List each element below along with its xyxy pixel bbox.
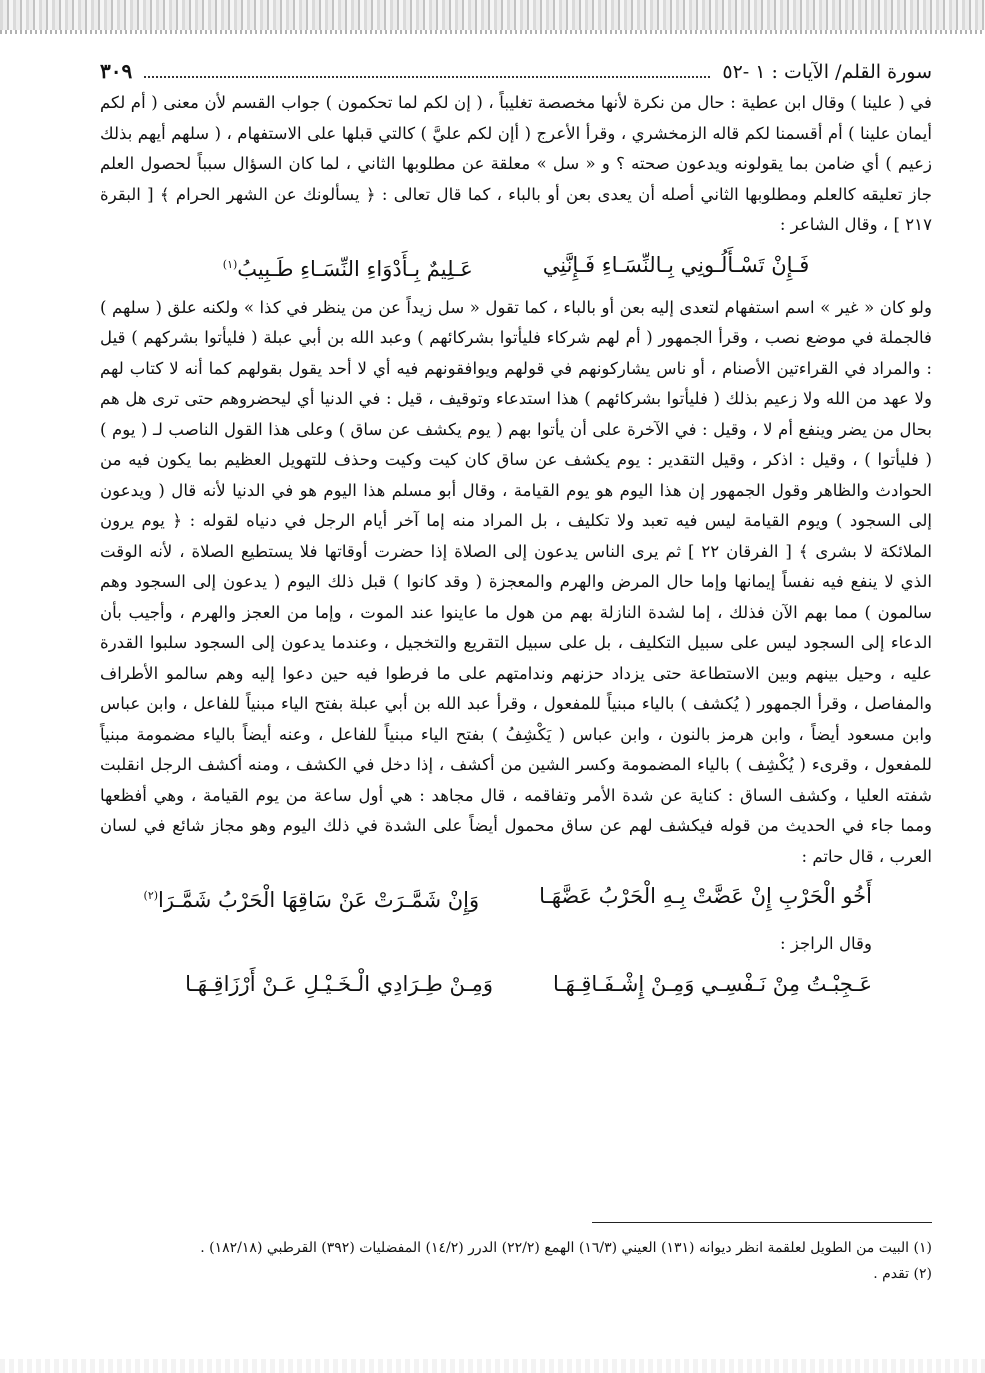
scan-bottom-edge [0,1359,985,1373]
header-leader-dots [144,76,710,78]
paragraph-1: في ( علينا ) وقال ابن عطية : حال من نكرة لأنها مخصصة تغليباً ، ( إن لكم لما تحكمون ) جواب القسم لأن معنى ( أم لكم أيمان علينا ) أم أقسمنا لكم قاله الزمخشري ، وقرأ الأعرج ( أإن لكم عليَّ ) كالتي قبلها على الاستفهام ، ( سلهم أيهم بذلك زعيم ) أي ضامن بما يقولونه ويدعون صحته ؟ و « سل » معلقة عن مطلوبها الثاني ، لما كان السؤال سبباً لحصول العلم جاز تعليقه كالعلم ومطلوبها الثاني أصله أن يعدى بعن أو بالباء ، كما قال تعالى : ﴿ يسألونك عن الشهر الحرام ﴾ [ البقرة ٢١٧ ] ، وقال الشاعر : [100,93,932,234]
page-number: ٣٠٩ [100,59,133,83]
verse-1-second-hemistich: عَـلِيمٌ بِـأَدْوَاءِ النِّسَـاءِ طَـبِيبُ$^{(١)}$ [222,256,473,281]
footnote-marker-1: (١) [222,257,238,271]
decorative-top-border [0,0,985,34]
verse-2-second-hemistich: وَإِنْ شَمَّـرَتْ عَنْ سَاقِهَا الْحَرْبُ شَمَّـرَا$^{(٢)}$ [143,888,480,912]
poetry-verse-1 [100,243,932,291]
paragraph-2: ولو كان « غير » اسم استفهام لتعدى إليه بعن أو بالباء ، كما تقول « سل زيداً عن من ينظر في كذا » ولكنه علق ( سلهم ) فالجملة في موضع نصب ، وقرأ الجمهور ( أم لهم شركاء فليأتوا بشركائهم ) وعبد الله بن أبي عبلة ( فليأتوا بشركهم ) قيل : والمراد في القراءتين الأصنام ، أو ناس يشاركونهم في قولهم ويوافقونهم فيه أي لا أحد يقول بقولهم كما أنه لا كتاب لهم ولا عهد من الله ولا زعيم بذلك ( فليأتوا بشركائهم ) هذا استدعاء وتوقيف ، قيل : في الدنيا أي ليحضروهم حتى ترى هل هم بحال من يضر وينفع أم لا ، وقيل : في الآخرة على أن يأتوا بهم ( يوم يكشف عن ساق ) وعلى هذا القول الناصب لـ ( يوم ) ( فليأتوا ) ، وقيل : اذكر ، وقيل التقدير : يوم يكشف عن ساق كان كيت وكيت وحذف للتهويل العظيم بما يكون فيه من الحوادث والظاهر وقول الجمهور إن هذا اليوم هو يوم القيامة ، وقال أبو مسلم هذا اليوم هو في الدنيا لأنه قال ( ويدعون إلى السجود ) ويوم القيامة ليس فيه تعبد ولا تكليف ، بل المراد منه إما آخر أيام الرجل في دنياه لقوله : ﴿ يوم يرون الملائكة لا بشرى ﴾ [ الفرقان ٢٢ ] ثم يرى الناس يدعون إلى الصلاة إذا حضرت أوقاتها فلا يستطيع الصلاة ، لأنه الوقت الذي لا ينفع فيه نفساً إيمانها وإما حال المرض والهرم والمعجزة ( وقد كانوا ) قبل ذلك اليوم ( يدعون إلى السجود وهم سالمون ) مما بهم الآن فذلك ، إما لشدة النازلة بهم من هول ما عاينوا عند الموت ، وإما من العجز والهرم ، وأجيب بأن الدعاء إلى السجود ليس على سبيل التكليف ، بل على سبيل التقريع والتخجيل ، وعندما يدعون إلى السجود سلبوا القدرة عليه ، وحيل بينهم وبين الاستطاعة حتى يزداد حزنهم وندامتهم على ما فرطوا فيه حين دعوا إليه وهم سالمو الأطراف والمفاصل ، وقرأ الجمهور ( يُكشف ) بالياء مبنياً للمفعول ، وقرأ عبد الله بن أبي عبلة بفتح الياء مبنياً للفاعل ، وابن عباس وابن مسعود أيضاً ، وابن هرمز بالنون ، وابن عباس ( يَكْشِفُ ) بفتح الياء مبنياً للفاعل ، وعنه أيضاً بالياء مضمومة مبنياً للمفعول ، وقرىء ( يُكْشِف ) بالياء المضمومة وكسر الشين من أكشف ، إذا دخل في الكشف ، ومنه أكشف الرجل انقلبت شفته العليا ، وكشف الساق : كناية عن شدة الأمر وتفاقمه ، قال مجاهد : هي أول ساعة من يوم القيامة ، وهي أفظعها ومما جاء في الحديث من قوله فيكشف لهم عن ساق محمول أيضاً على الشدة في ذلك اليوم وهو مجاز شائع في لسان العرب ، قال حاتم : [100,297,932,866]
poetry-verse-3 [100,962,932,1006]
rajiz-label: وقال الراجز : [779,934,872,953]
footnote-1: (١) البيت من الطويل لعلقمة انظر ديوانه (١٣١) العيني (١٦/٣) الهمع (٢٢/٢) الدرر (١٤/٢) المفضليات (٣٩٢) القرطبي (١٨٢/١٨) . [200,1240,932,1256]
footnote-marker-2: (٢) [143,889,159,902]
footnotes-section [100,1222,932,1287]
verse-3-first-hemistich: عَـجِبْـتُ مِنْ نَـفْسِـي وَمِـنْ إِشْـفَـاقِـهَـا [553,972,872,996]
footnote-2: (٢) تقدم . [873,1266,932,1282]
page-header [100,58,932,88]
verse-1-first-hemistich: فَـإِنْ تَسْـأَلُـونِي بِـالنِّسَـاءِ فَـإِنَّنِي [542,252,810,277]
running-title: سورة القلم/ الآيات : ١ -٥٢ [722,61,932,83]
poetry-verse-2 [100,874,932,922]
footnote-divider [592,1222,932,1223]
verse-2-first-hemistich: أَخُو الْحَرْبِ إِنْ عَضَّتْ بِـهِ الْحَرْبُ عَضَّهَـا [539,884,872,908]
page-body [100,58,932,1008]
verse-3-second-hemistich: وَمِـنْ طِـرَادِي الْـخَـيْـلِ عَـنْ أَرْزَاقِـهَـا [185,972,493,996]
